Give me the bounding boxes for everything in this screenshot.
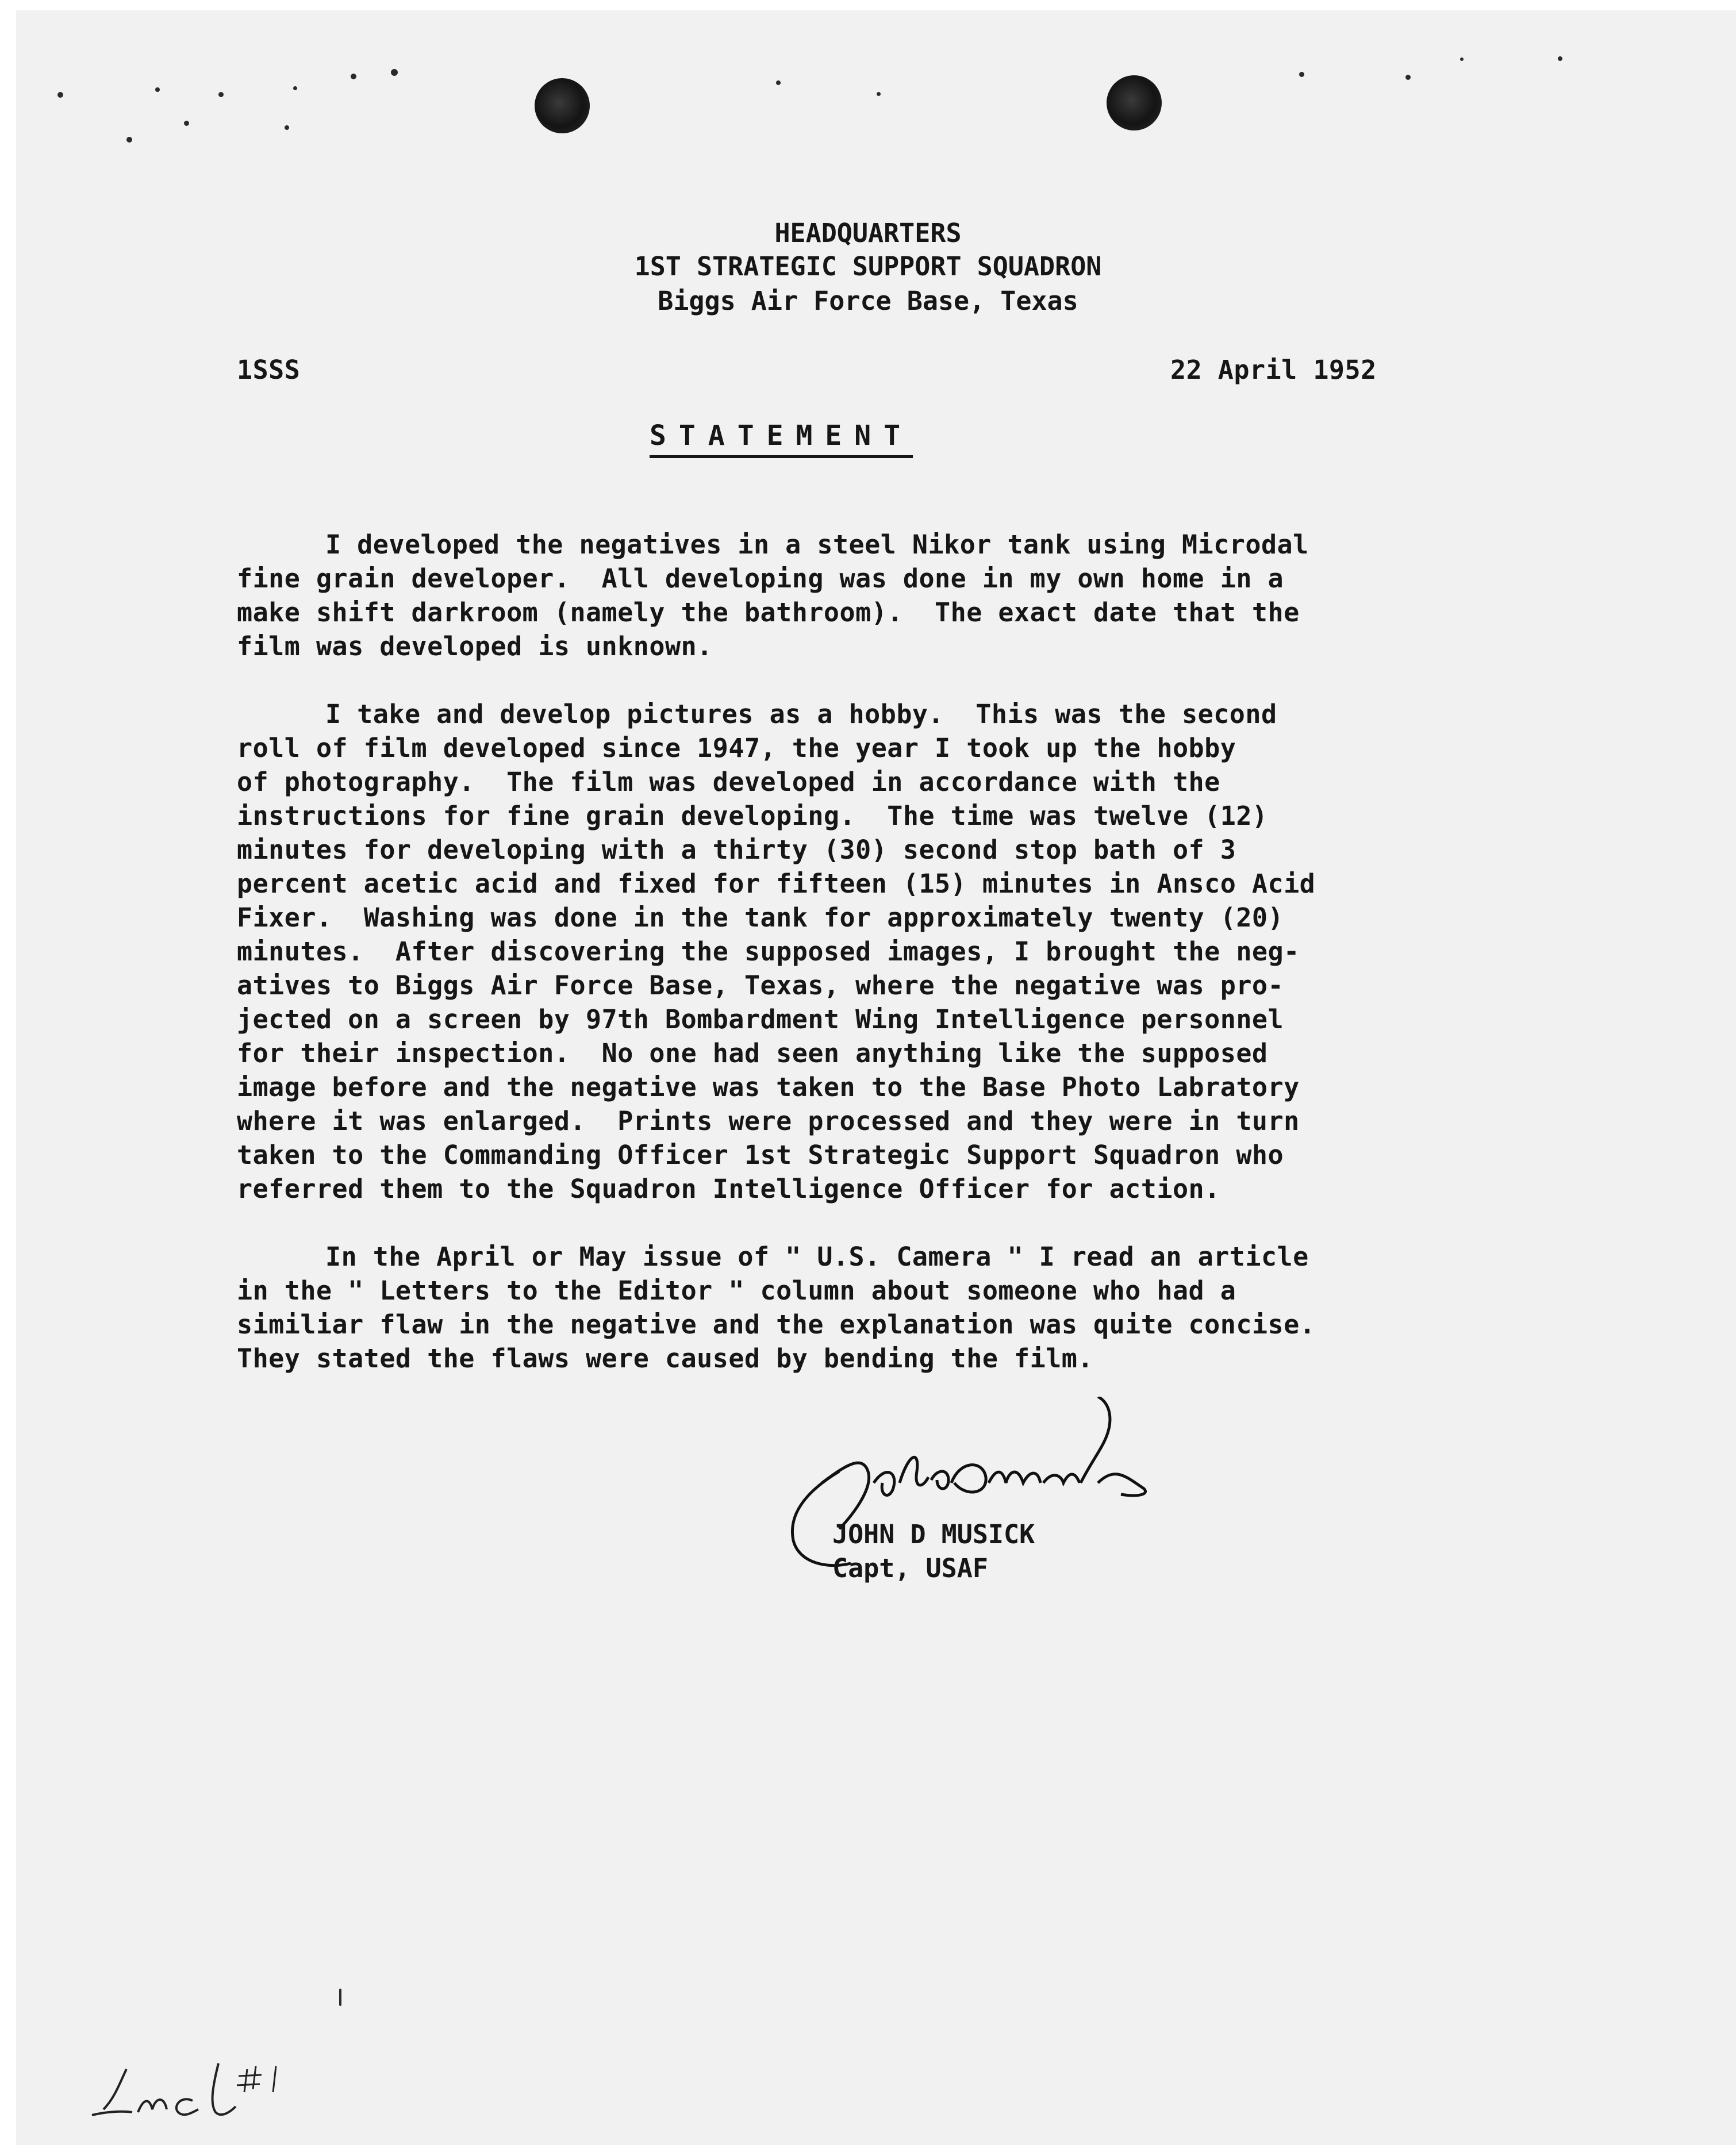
- page-top-margin: [0, 0, 1736, 10]
- letterhead-headquarters: HEADQUARTERS: [774, 218, 962, 248]
- scan-speck: [155, 87, 160, 92]
- scan-speck: [1460, 57, 1464, 61]
- scan-speck: [339, 1989, 341, 2006]
- scan-speck: [218, 92, 224, 97]
- scan-speck: [57, 92, 63, 98]
- body-line: I developed the negatives in a steel Nikor tank using Microdal: [325, 529, 1309, 560]
- body-line: in the " Letters to the Editor " column about someone who had a: [237, 1275, 1236, 1306]
- document-title: STATEMENT: [650, 420, 913, 452]
- body-line: for their inspection. No one had seen anything like the supposed: [237, 1038, 1268, 1068]
- body-line: instructions for fine grain developing. The time was twelve (12): [237, 801, 1268, 831]
- scan-speck: [351, 74, 356, 79]
- page-left-margin: [0, 0, 16, 2145]
- body-line: referred them to the Squadron Intelligence Officer for action.: [237, 1174, 1220, 1204]
- scan-speck: [776, 80, 781, 85]
- office-symbol: 1SSS: [237, 355, 301, 385]
- body-line: similiar flaw in the negative and the explanation was quite concise.: [237, 1309, 1316, 1340]
- body-line: I take and develop pictures as a hobby. This was the second: [325, 699, 1277, 729]
- body-line: fine grain developer. All developing was done in my own home in a: [237, 563, 1284, 594]
- document-date: 22 April 1952: [1170, 355, 1377, 385]
- body-line: of photography. The film was developed in accordance with the: [237, 767, 1220, 797]
- body-line: minutes for developing with a thirty (30) second stop bath of 3: [237, 835, 1236, 865]
- scan-speck: [1299, 72, 1304, 77]
- scan-speck: [1405, 75, 1411, 80]
- handwritten-annotation: [86, 2058, 328, 2132]
- body-line: They stated the flaws were caused by bending the film.: [237, 1343, 1093, 1374]
- body-line: percent acetic acid and fixed for fifteen (15) minutes in Ansco Acid: [237, 868, 1316, 899]
- punch-hole-left: [535, 78, 590, 133]
- body-line: image before and the negative was taken to the Base Photo Labratory: [237, 1072, 1300, 1102]
- scan-speck: [285, 125, 289, 130]
- scan-speck: [391, 69, 398, 76]
- body-line: make shift darkroom (namely the bathroom). The exact date that the: [237, 597, 1300, 628]
- body-line: roll of film developed since 1947, the year I took up the hobby: [237, 733, 1236, 763]
- body-line: jected on a screen by 97th Bombardment Wing Intelligence personnel: [237, 1004, 1284, 1035]
- body-line: In the April or May issue of " U.S. Camera " I read an article: [325, 1241, 1309, 1272]
- scan-speck: [293, 86, 297, 90]
- signer-name: JOHN D MUSICK: [832, 1519, 1035, 1550]
- scan-speck: [126, 137, 132, 143]
- body-line: where it was enlarged. Prints were processed and they were in turn: [237, 1106, 1300, 1136]
- body-line: atives to Biggs Air Force Base, Texas, where the negative was pro-: [237, 970, 1284, 1001]
- scan-speck: [1558, 56, 1562, 61]
- body-line: taken to the Commanding Officer 1st Strategic Support Squadron who: [237, 1140, 1284, 1170]
- body-line: minutes. After discovering the supposed images, I brought the neg-: [237, 936, 1300, 967]
- body-line: Fixer. Washing was done in the tank for approximately twenty (20): [237, 902, 1284, 933]
- scan-speck: [877, 92, 881, 96]
- scan-speck: [184, 121, 189, 126]
- letterhead-unit: 1ST STRATEGIC SUPPORT SQUADRON: [634, 251, 1102, 282]
- punch-hole-right: [1107, 75, 1162, 130]
- body-line: film was developed is unknown.: [237, 631, 713, 662]
- letterhead-location: Biggs Air Force Base, Texas: [658, 286, 1078, 316]
- signer-rank: Capt, USAF: [832, 1553, 988, 1583]
